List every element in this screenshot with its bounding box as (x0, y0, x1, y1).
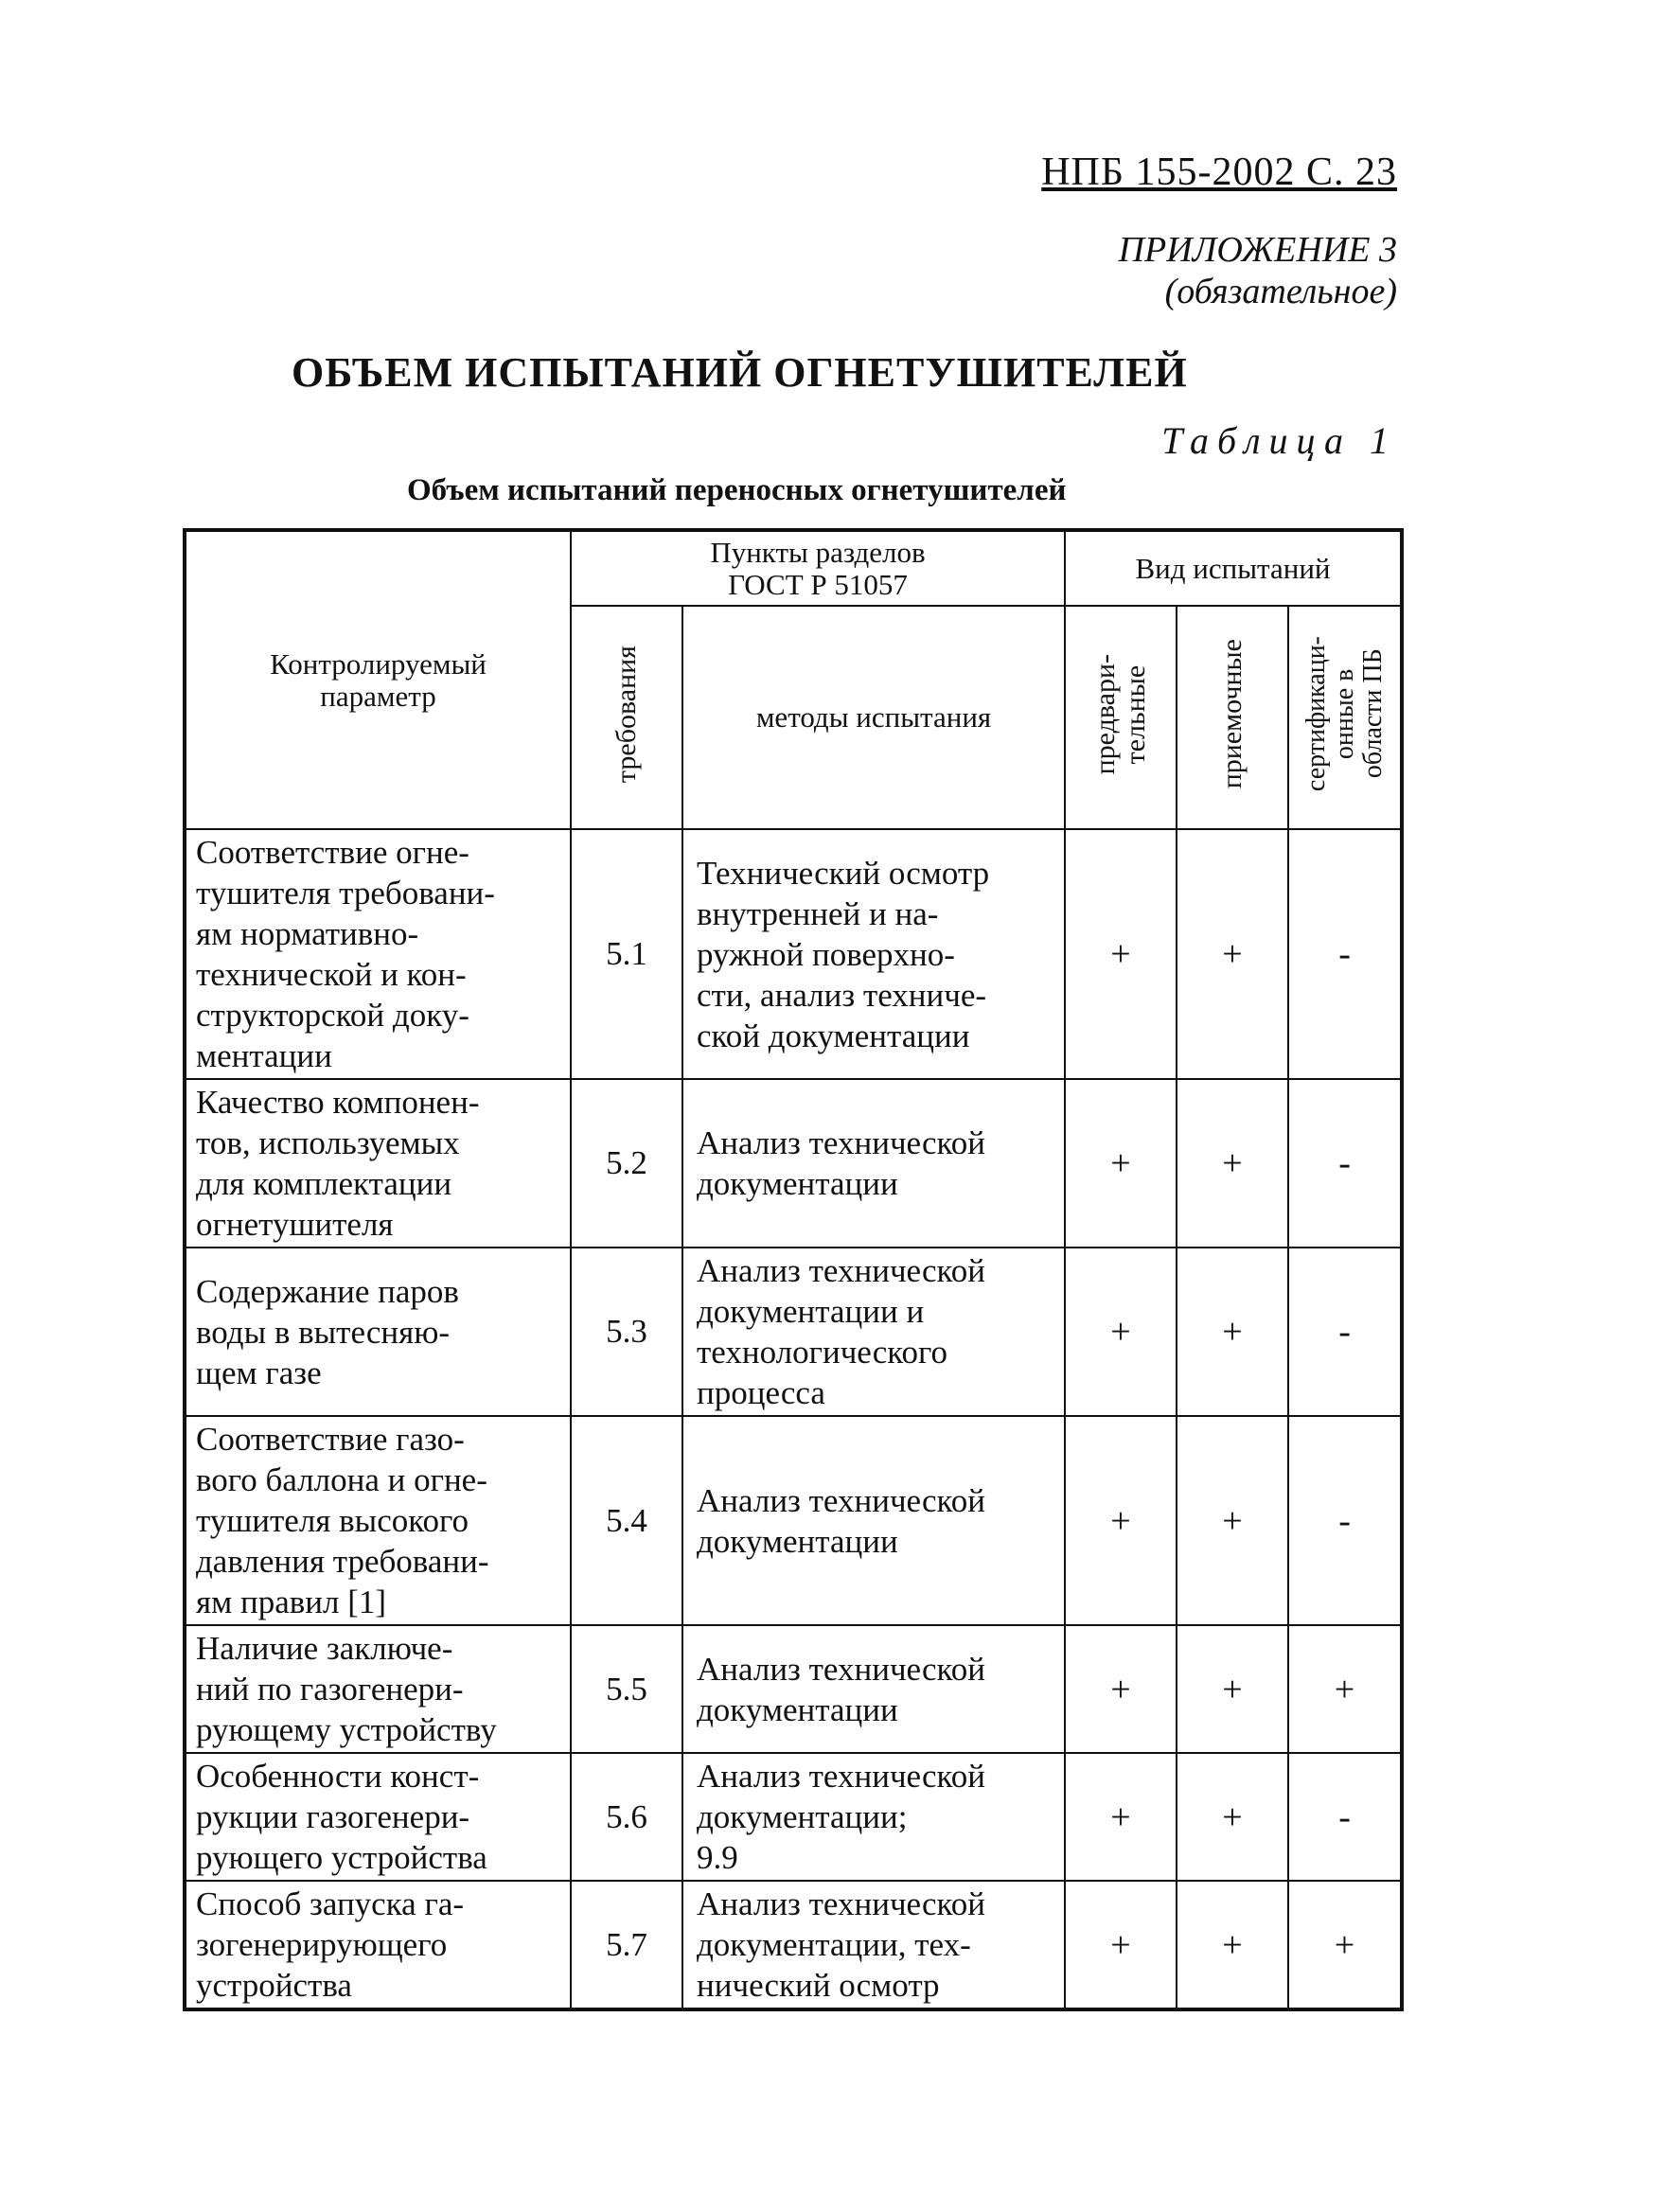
header-sections-group: Пункты разделов ГОСТ Р 51057 (571, 530, 1065, 606)
row-acceptance: + (1177, 1248, 1288, 1416)
header-certification-label: сертификаци- онные в области ПБ (1301, 636, 1388, 792)
table-row (185, 829, 1402, 1079)
row-certification: - (1288, 1079, 1402, 1248)
row-parameter: Соответствие газо- вого баллона и огне- тушителя высокого давления требовани- ям правил [1] (185, 1416, 571, 1625)
row-acceptance: + (1177, 1416, 1288, 1625)
header-requirements (571, 606, 682, 829)
row-certification: + (1288, 1881, 1402, 2009)
row-acceptance: + (1177, 1079, 1288, 1248)
row-section: 5.4 (571, 1416, 682, 1625)
table-row (185, 1079, 1402, 1248)
row-preliminary: + (1065, 1625, 1177, 1753)
table-caption: Объем испытаний переносных огнетушителей (407, 473, 1067, 507)
row-section: 5.5 (571, 1625, 682, 1753)
row-section: 5.6 (571, 1753, 682, 1881)
appendix-block (1119, 229, 1397, 312)
row-parameter: Особенности конст- рукции газогенери- рующего устройства (185, 1753, 571, 1881)
appendix-note: (обязательное) (1164, 272, 1397, 311)
row-acceptance: + (1177, 1625, 1288, 1753)
row-section: 5.3 (571, 1248, 682, 1416)
row-method: Анализ технической документации (682, 1079, 1065, 1248)
header-parameter: Контролируемый параметр (185, 530, 571, 829)
header-row-1 (185, 530, 1402, 606)
row-acceptance: + (1177, 1753, 1288, 1881)
row-parameter: Соответствие огне- тушителя требовани- ям нормативно- технической и кон- структорской доку- ментации (185, 829, 571, 1079)
row-preliminary: + (1065, 829, 1177, 1079)
row-certification: - (1288, 1753, 1402, 1881)
row-method: Анализ технической документации (682, 1416, 1065, 1625)
header-certification (1288, 606, 1402, 829)
appendix-title: ПРИЛОЖЕНИЕ 3 (1118, 230, 1397, 270)
row-method: Анализ технической документации; 9.9 (682, 1753, 1065, 1881)
row-method: Анализ технической документации, тех- нический осмотр (682, 1881, 1065, 2009)
header-test-type-group: Вид испытаний (1065, 530, 1402, 606)
row-method: Анализ технической документации и технологического процесса (682, 1248, 1065, 1416)
table-row (185, 1248, 1402, 1416)
row-parameter: Наличие заключе- ний по газогенери- рующему устройству (185, 1625, 571, 1753)
row-certification: + (1288, 1625, 1402, 1753)
table-row (185, 1625, 1402, 1753)
row-acceptance: + (1177, 829, 1288, 1079)
row-certification: - (1288, 1416, 1402, 1625)
header-acceptance-label: приемочные (1216, 639, 1248, 789)
row-parameter: Способ запуска га- зогенерирующего устройства (185, 1881, 571, 2009)
row-certification: - (1288, 1248, 1402, 1416)
row-section: 5.7 (571, 1881, 682, 2009)
tests-table-wrapper (183, 528, 1400, 2004)
row-parameter: Содержание паров воды в вытесняю- щем газе (185, 1248, 571, 1416)
table-row (185, 1753, 1402, 1881)
row-preliminary: + (1065, 1753, 1177, 1881)
row-preliminary: + (1065, 1079, 1177, 1248)
header-requirements-label: требования (611, 645, 642, 784)
row-parameter: Качество компонен- тов, используемых для комплектации огнетушителя (185, 1079, 571, 1248)
main-title: ОБЪЕМ ИСПЫТАНИЙ ОГНЕТУШИТЕЛЕЙ (292, 349, 1188, 396)
row-preliminary: + (1065, 1881, 1177, 2009)
row-section: 5.1 (571, 829, 682, 1079)
header-acceptance (1177, 606, 1288, 829)
row-method: Технический осмотр внутренней и на- ружной поверхно- сти, анализ техниче- ской документации (682, 829, 1065, 1079)
row-certification: - (1288, 829, 1402, 1079)
tests-table (183, 528, 1404, 2011)
table-row (185, 1416, 1402, 1625)
row-preliminary: + (1065, 1416, 1177, 1625)
row-preliminary: + (1065, 1248, 1177, 1416)
page-header: НПБ 155-2002 С. 23 (1041, 150, 1397, 194)
table-row (185, 1881, 1402, 2009)
row-section: 5.2 (571, 1079, 682, 1248)
header-preliminary-label: предвари- тельные (1089, 653, 1152, 775)
row-acceptance: + (1177, 1881, 1288, 2009)
table-number: Таблица 1 (1161, 419, 1397, 462)
header-methods: методы испытания (682, 606, 1065, 829)
header-preliminary (1065, 606, 1177, 829)
row-method: Анализ технической документации (682, 1625, 1065, 1753)
